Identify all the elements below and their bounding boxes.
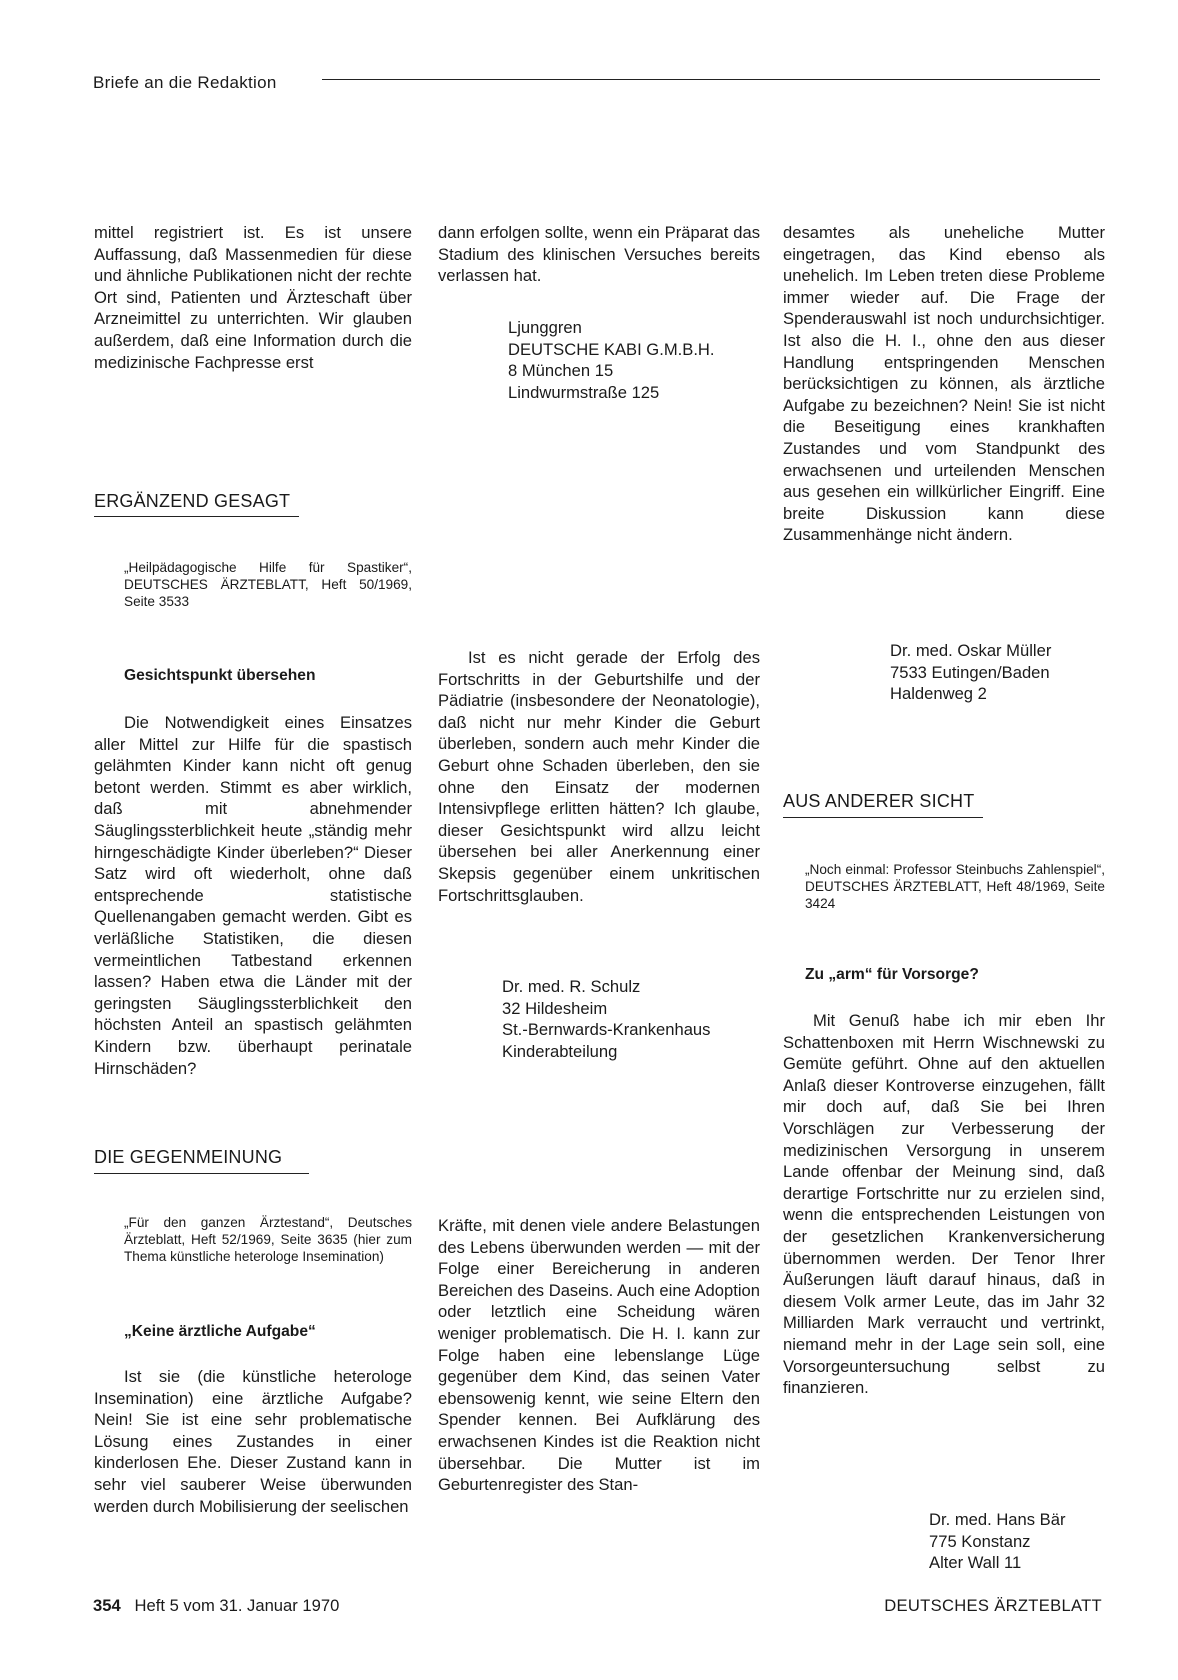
signature-line: Lindwurmstraße 125	[508, 382, 660, 402]
section-rule	[94, 1173, 309, 1174]
paragraph: Ist sie (die künstliche heterologe Insemination) eine ärztliche Aufgabe? Nein! Sie ist eine sehr problematische Lösung eines Zustandes in einer kinderlosen Ehe. Dieser Zustand kann in sehr viel sauberer Weise überwunden werden durch Mobilisierung der seelischen	[94, 1367, 412, 1516]
section-title-ergaenzend: ERGÄNZEND GESAGT	[94, 491, 291, 511]
signature-line: 8 München 15	[508, 361, 614, 381]
issue-info: Heft 5 vom 31. Januar 1970	[134, 1596, 340, 1615]
column-3-bottom-text	[783, 1010, 1105, 1399]
column-2-top-text	[438, 222, 760, 287]
reference-andere-sicht	[805, 861, 1105, 912]
paragraph: Die Notwendigkeit eines Einsatzes aller Mittel zur Hilfe für die spastisch gelähmten Kinder kann nicht oft genug betont werden. Stimmt es aber wirklich, daß mit abnehmender Säuglingssterblichkeit heute „ständig mehr hirngeschädigte Kinder überleben?“ Dieser Satz wird oft wiederholt, ohne daß entsprechende statistische Quellenangaben gemacht werden. Gibt es verläßliche Statistiken, die diesen vermeintlichen Tatbestand erkennen lassen? Haben etwa die Länder mit der geringsten Säuglingssterblichkeit den höchsten Anteil an spastisch gelähmten Kindern bzw. überhaupt perinatale Hirnschäden?	[94, 713, 412, 1078]
column-3-top-text	[783, 222, 1105, 546]
signature-baer	[929, 1509, 1066, 1574]
signature-line: 775 Konstanz	[929, 1531, 1031, 1551]
column-1-mid-text	[94, 712, 412, 1079]
signature-line: Dr. med. Oskar Müller	[890, 641, 1052, 660]
signature-schulz	[502, 976, 710, 1062]
signature-line: Dr. med. R. Schulz	[502, 977, 641, 996]
column-1-top-text	[94, 222, 412, 373]
signature-mueller	[890, 640, 1051, 705]
section-title-andere-sicht: AUS ANDERER SICHT	[783, 791, 975, 811]
reference-text: „Noch einmal: Professor Steinbuchs Zahlenspiel“, DEUTSCHES ÄRZTEBLATT, Heft 48/1969, Seite 3424	[805, 862, 1105, 911]
reference-text: „Für den ganzen Ärztestand“, Deutsches Ärzteblatt, Heft 52/1969, Seite 3635 (hier zum Thema künstliche heterologe Insemination)	[124, 1215, 412, 1264]
signature-line: Dr. med. Hans Bär	[929, 1510, 1066, 1529]
page-number: 354	[93, 1596, 121, 1615]
section-rule	[783, 817, 983, 818]
signature-line: Ljunggren	[508, 318, 582, 337]
header-rule	[322, 79, 1100, 80]
signature-line: 7533 Eutingen/Baden	[890, 662, 1050, 682]
paragraph: Ist es nicht gerade der Erfolg des Fortschritts in der Geburtshilfe und der Pädiatrie (insbesondere der Neonatologie), daß nicht nur mehr Kinder die Geburt überleben, sondern auch mehr Kinder die Geburt ohne Schaden überleben, den sie ohne den Einsatz der modernen Intensivpflege erlitten hätten? Ich glaube, dieser Gesichtspunkt wird allzu leicht übersehen bei aller Anerkennung einer Skepsis gegenüber einem unkritischen Fortschrittsglauben.	[438, 648, 760, 905]
signature-line: Kinderabteilung	[502, 1041, 618, 1061]
page-header-title: Briefe an die Redaktion	[93, 73, 277, 92]
paragraph: Mit Genuß habe ich mir eben Ihr Schattenboxen mit Herrn Wischnewski zu Gemüte geführt. Ohne auf den aktuellen Anlaß dieser Kontroverse einzugehen, fällt mir doch auf, daß Sie bei Ihren Vorschlägen zur Verbesserung der medizinischen Versorgung in unserem Lande offenbar der Meinung sind, daß derartige Fortschritte nur zu erzielen sind, wenn die entsprechenden Leistungen von der gesetzlichen Krankenversicherung übernommen werden. Der Tenor Ihrer Äußerungen läuft darauf hinaus, daß in diesem Volk armer Leute, das im Jahr 32 Milliarden Mark verraucht und vertrinkt, niemand mehr in der Lage sein soll, eine Vorsorgeuntersuchung selbst zu finanzieren.	[783, 1011, 1105, 1398]
signature-line: St.-Bernwards-Krankenhaus	[502, 1020, 711, 1040]
reference-gegenmeinung	[124, 1214, 412, 1265]
column-1-bottom-text	[94, 1366, 412, 1517]
column-2-mid-text	[438, 647, 760, 906]
column-2-bottom-text	[438, 1215, 760, 1496]
section-title-gegenmeinung: DIE GEGENMEINUNG	[94, 1147, 283, 1167]
paragraph: dann erfolgen sollte, wenn ein Präparat das Stadium des klinischen Versuches bereits verlassen hat.	[438, 223, 760, 286]
paragraph: desamtes als uneheliche Mutter eingetragen, das Kind ebenso als unehelich. Im Leben treten diese Probleme immer wieder auf. Die Frage der Spenderauswahl ist noch undurchsichtiger. Ist also die H. I., ohne den aus dieser Handlung entspringenden Menschen berücksichtigen zu können, als ärztliche Aufgabe zu bezeichnen? Nein! Sie ist nicht die Beseitigung eines krankhaften Zustandes und vom Standpunkt des erwachsenen und urteilenden Menschen aus gesehen ein willkürlicher Eingriff. Eine breite Diskussion kann diese Zusammenhänge nicht ändern.	[783, 223, 1105, 545]
subhead-zu-arm: Zu „arm“ für Vorsorge?	[805, 966, 979, 983]
section-rule	[94, 516, 299, 517]
signature-line: DEUTSCHE KABI G.M.B.H.	[508, 339, 715, 359]
subhead-gesichtspunkt: Gesichtspunkt übersehen	[124, 667, 316, 684]
signature-line: 32 Hildesheim	[502, 998, 608, 1018]
paragraph: mittel registriert ist. Es ist unsere Auffassung, daß Massenmedien für diese und ähnliche Publikationen nicht der rechte Ort sind, Patienten und Ärzteschaft über Arzneimittel zu unterrichten. Wir glauben außerdem, daß eine Information durch die medizinische Fachpresse erst	[94, 223, 412, 372]
signature-ljunggren	[508, 317, 715, 403]
reference-text: „Heilpädagogische Hilfe für Spastiker“, DEUTSCHES ÄRZTEBLATT, Heft 50/1969, Seite 3533	[124, 560, 412, 609]
footer-left	[93, 1596, 339, 1616]
footer-journal-name: DEUTSCHES ÄRZTEBLATT	[884, 1596, 1102, 1615]
signature-line: Alter Wall 11	[929, 1553, 1022, 1573]
subhead-keine-aerztliche-aufgabe: „Keine ärztliche Aufgabe“	[124, 1323, 316, 1340]
signature-line: Haldenweg 2	[890, 684, 987, 704]
reference-ergaenzend	[124, 559, 412, 610]
paragraph: Kräfte, mit denen viele andere Belastungen des Lebens überwunden werden — mit der Folge einer Bereicherung in anderen Bereichen des Daseins. Auch eine Adoption oder letztlich eine Scheidung wären weniger problematisch. Die H. I. kann zur Folge haben eine lebenslange Lüge gegenüber dem Kind, das seinen Vater ebensowenig kennt, wie seine Eltern den Spender kennen. Bei Aufklärung des erwachsenen Kindes ist die Reaktion nicht übersehbar. Die Mutter ist im Geburtenregister des Stan-	[438, 1216, 760, 1495]
